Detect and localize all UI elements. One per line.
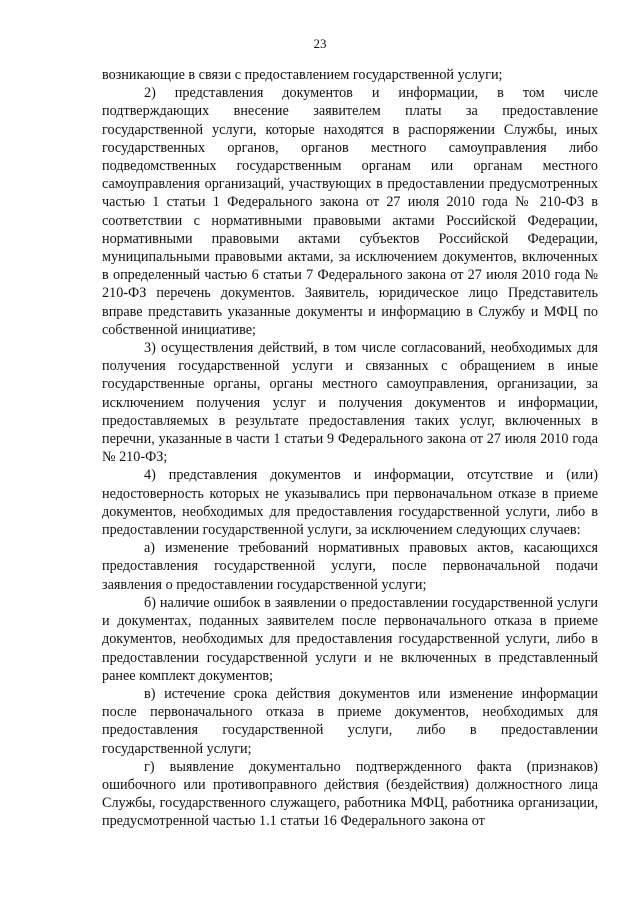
paragraph-subitem-b: б) наличие ошибок в заявлении о предоставлении государственной услуги и документах, поданных заявителем после первоначального отказа в приеме документов, необходимых для предоставления государственной услуги, либо в предоставлении государственной услуги и не включенных в представленный ранее комплект документов; [102,594,598,684]
paragraph-subitem-a: а) изменение требований нормативных правовых актов, касающихся предоставления государственной услуги, после первоначальной подачи заявления о предоставлении государственной услуги; [102,540,598,593]
paragraph-item-3: 3) осуществления действий, в том числе согласований, необходимых для получения государственной услуги и связанных с обращением в иные государственные органы, органы местного самоуправления, организации, за исключением получения услуг и получения документов и информации, предоставляемых в результате предоставления таких услуг, включенных в перечни, указанные в части 1 статьи 9 Федерального закона от 27 июля 2010 года № 210-ФЗ; [102,340,598,466]
document-body [102,66,598,831]
paragraph-item-4: 4) представления документов и информации, отсутствие и (или) недостоверность которых не указывались при первоначальном отказе в приеме документов, необходимых для предоставления государственной услуги, либо в предоставлении государственной услуги, за исключением следующих случаев: [102,467,598,539]
paragraph-subitem-g: г) выявление документально подтвержденного факта (признаков) ошибочного или противоправного действия (бездействия) должностного лица Службы, государственного служащего, работника МФЦ, работника организации, предусмотренной частью 1.1 статьи 16 Федерального закона от [102,758,598,830]
paragraph-item-2: 2) представления документов и информации, в том числе подтверждающих внесение заявителем платы за предоставление государственной услуги, которые находятся в распоряжении Службы, иных государственных органов, органов местного самоуправления либо подведомственных государственным органам или органам местного самоуправления организаций, участвующих в предоставлении предусмотренных частью 1 статьи 1 Федерального закона от 27 июля 2010 года № 210-ФЗ в соответствии с нормативными правовыми актами Российской Федерации, нормативными правовыми актами субъектов Российской Федерации, муниципальными правовыми актами, за исключением документов, включенных в определенный частью 6 статьи 7 Федерального закона от 27 июля 2010 года № 210-ФЗ перечень документов. Заявитель, юридическое лицо Представитель вправе представить указанные документы и информацию в Службу и МФЦ по собственной инициативе; [102,85,598,338]
paragraph-continuation: возникающие в связи с предоставлением государственной услуги; [102,67,503,83]
paragraph-subitem-v: в) истечение срока действия документов или изменение информации после первоначального отказа в приеме документов, необходимых для предоставления государственной услуги, либо в предоставлении государственной услуги; [102,685,598,757]
page-number: 23 [313,36,327,51]
